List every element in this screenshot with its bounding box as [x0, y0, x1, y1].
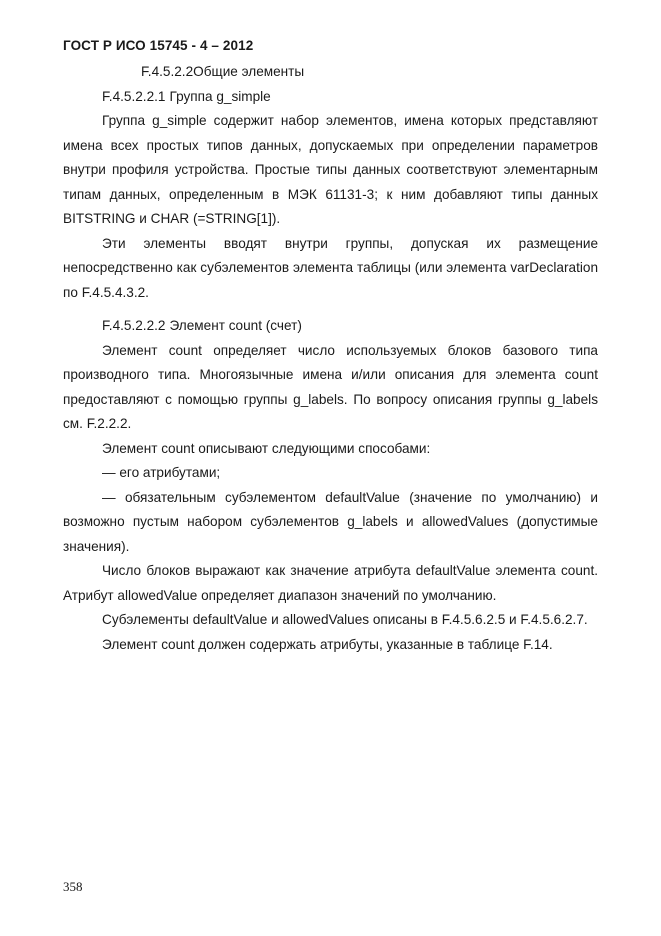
- paragraph: Элемент count должен содержать атрибуты, указанные в таблице F.14.: [102, 636, 553, 652]
- section-heading-general-elements: [63, 60, 598, 85]
- section-title: Общие элементы: [193, 64, 305, 79]
- list-item: — обязательным субэлементом defaultValue (значение по умолчанию) и возможно пустым набором субэлементов g_labels и allowedValues (допустимые значения).: [63, 489, 598, 554]
- document-header: ГОСТ Р ИСО 15745 - 4 – 2012: [63, 38, 254, 53]
- paragraph: Число блоков выражают как значение атрибута defaultValue элемента count. Атрибут allowedValue определяет диапазон значений по умолчанию.: [63, 563, 598, 603]
- section-number: F.4.5.2.2.2: [102, 318, 166, 333]
- paragraph: Группа g_simple содержит набор элементов, имена которых представляют имена всех простых типов данных, допускаемых при определении параметров внутри профиля устройства. Простые типы данных соответствуют элементарным типам данных, определенным в МЭК 61131-3; к ним добавляют типы данных BITSTRING и CHAR (=STRING[1]).: [63, 113, 598, 226]
- paragraph: Элемент count описывают следующими способами:: [102, 440, 431, 456]
- section-heading-count-element: [63, 314, 598, 339]
- section-title: Группа g_simple: [169, 88, 271, 104]
- section-title: Элемент count (счет): [169, 318, 302, 333]
- document-body: [63, 60, 598, 657]
- section-heading-g-simple: [63, 85, 598, 110]
- paragraph: Эти элементы вводят внутри группы, допуская их размещение непосредственно как субэлементов элемента таблицы (или элемента varDeclaration по F.4.5.4.3.2.: [63, 235, 598, 300]
- paragraph: Субэлементы defaultValue и allowedValues описаны в F.4.5.6.2.5 и F.4.5.6.2.7.: [102, 612, 588, 627]
- section-number: F.4.5.2.2.1: [102, 88, 166, 104]
- section-number: F.4.5.2.2: [141, 64, 194, 79]
- list-item: — его атрибутами;: [102, 465, 221, 480]
- paragraph: Элемент count определяет число используемых блоков базового типа производного типа. Многоязычные имена и/или описания для элемента count предоставляют с помощью группы g_labels. По вопросу описания группы g_labels см. F.2.2.2.: [63, 342, 598, 431]
- page-number: 358: [63, 879, 83, 894]
